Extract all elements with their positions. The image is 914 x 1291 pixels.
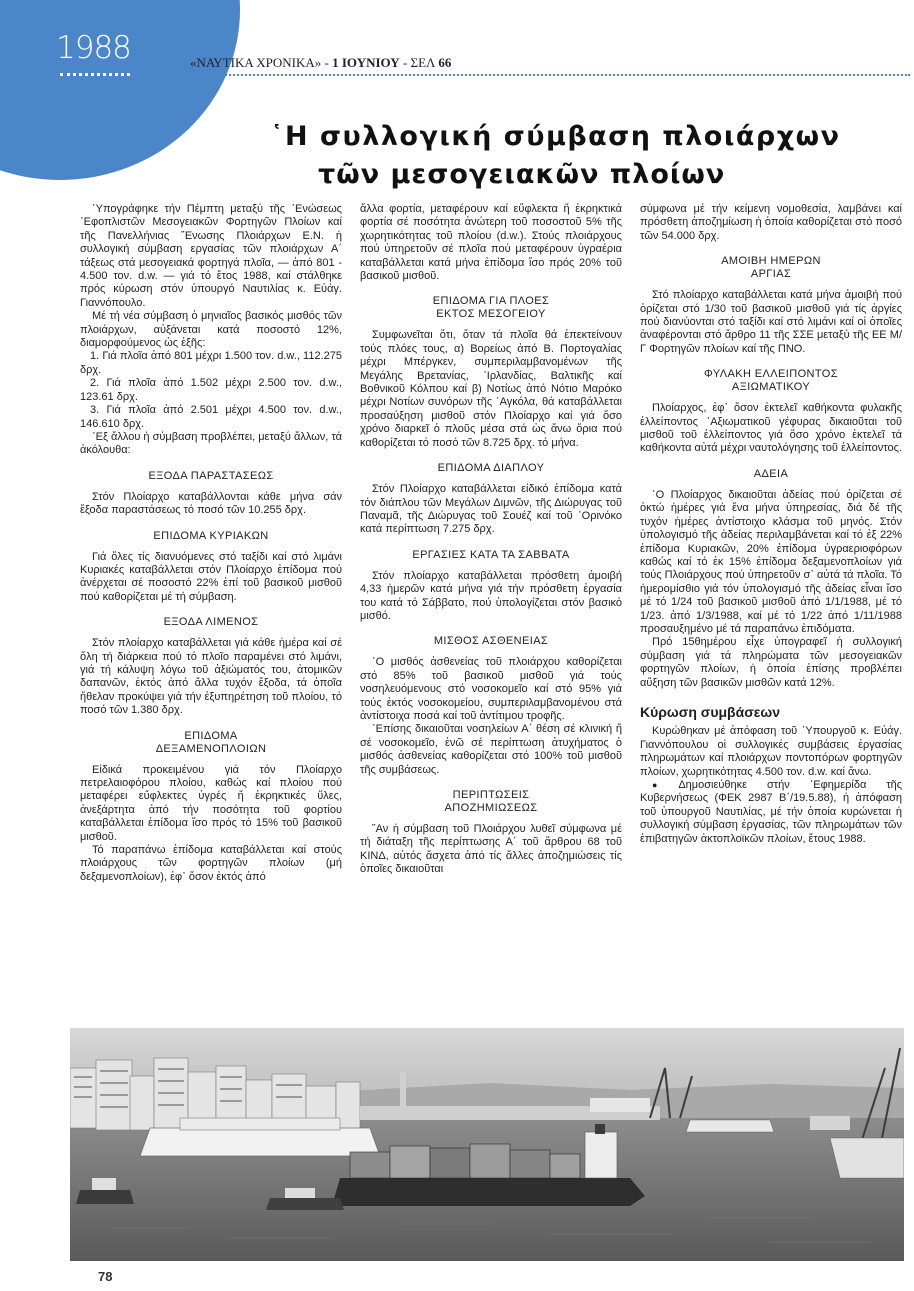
section-heading: ΕΡΓΑΣΙΕΣ ΚΑΤΑ ΤΑ ΣΑΒΒΑΤΑ	[412, 548, 570, 561]
header-dotted-rule	[190, 74, 910, 76]
paragraph: Συμφωνεῖται ὅτι, ὅταν τά πλοῖα θά ἐπεκτείνουν τούς πλόες τους, α) Βορείως ἀπό Β. Πορτογαλίας μέχρι Μπέργκεν, συμπεριλαμβανομένων τῆς Μεγάλης Βρετανίας, ᾿Ιρλανδίας, Βαλτικῆς καί Βοθνικοῦ Κόλπου καί β) Νοτίως ἀπό Νότιο Μαρόκο μέχρι Νοτίων συνόρων τῆς ᾿Αγκόλα, θά καταβάλλεται προσαύξηση μισθοῦ στόν Πλοίαρχο καί γιά ὅσο χρόνο διαρκεῖ ὁ πλοῦς μέσα στά ὡς ἄνω ὅρια πού καθορίζεται τό ποσό τῶν 8.725 δρχ. τό μήνα.	[360, 329, 622, 449]
section-heading: ΜΙΣΘΟΣ ΑΣΘΕΝΕΙΑΣ	[433, 635, 549, 648]
subheading: Κύρωση συμβάσεων	[640, 703, 781, 720]
section-heading: ΕΞΟΔΑ ΠΑΡΑΣΤΑΣΕΩΣ	[148, 469, 274, 482]
heading-line: ΑΡΓΙΑΣ	[750, 268, 792, 281]
harbor-photo	[70, 1028, 904, 1261]
article-column-1	[80, 203, 342, 884]
title-line-1: ῾Η συλλογική σύμβαση πλοιάρχων	[270, 121, 841, 152]
paragraph: Στόν Πλοίαρχο καταβάλλεται εἰδικό ἐπίδομα κατά τόν διάπλου τῶν Μεγάλων Διμνῶν, τῆς Διώρυγας τοῦ Παναμᾶ, τῆς Διώρυγας τοῦ Σουέζ καί τοῦ ᾿Ορινόκο κατά περίπτωση 7.275 δρχ.	[360, 483, 622, 536]
paragraph: ῾Υπογράφηκε τήν Πέμπτη μεταξύ τῆς ᾿Ενώσεως ᾿Εφοπλιστῶν Μεσογειακῶν Φορτηγῶν Πλοίων καί τῆς Πανελλήνιας ῞Ενωσης Πλοιάρχων Ε.Ν. ἡ συλλογική σύμβαση εργασίας τῶν πλοιάρχων Α΄ τάξεως στά μεσογειακά φορτηγά πλοῖα, — ἀπό 801 - 4.500 τον. d.w. — γιά τό ἔτος 1988, καί στάλθηκε πρός κύρωση στόν ὑπουργό Ναυτιλίας κ. Εὐάγ. Γιαννόπουλο.	[80, 203, 342, 309]
paragraph: Πλοίαρχος, ἐφ᾿ ὅσον ἐκτελεῖ καθήκοντα φυλακῆς ἐλλείποντος ᾿Αξιωματικοῦ γέφυρας δικαιοῦται τοῦ μισθοῦ τοῦ ἐλλείποντος γιά ὅσο χρόνο ἐκτελεῖ τά καθήκοντα αὐτά μέχρι ναυτολόγησης τοῦ ἐλλείποντος.	[640, 402, 902, 455]
heading-line: ΑΞΙΩΜΑΤΙΚΟΥ	[731, 381, 811, 394]
paragraph: Τό παραπάνω ἐπίδομα καταβάλλεται καί στούς πλοιάρχους τῶν φορτηγῶν πλοίων (μή δεξαμενοπλοίων), ἐφ᾿ ὅσον ἐκτός ἀπό	[80, 844, 342, 883]
year-badge-shape	[0, 0, 240, 180]
article-column-3	[640, 203, 902, 846]
paragraph: Στόν Πλοίαρχο καταβάλλονται κάθε μήνα σάν ἔξοδα παραστάσεως τό ποσό τῶν 10.255 δρχ.	[80, 490, 342, 517]
section-heading	[360, 295, 622, 321]
page-ref: 66	[438, 55, 452, 70]
paragraph: Στόν πλοίαρχο καταβάλλεται πρόσθετη ἀμοιβή 4,33 ἡμερῶν κατά μήνα γιά τήν πρόσθετη ἐργασία του κατά τό Σάββατο, πού ὑπολογίζεται στόν βασικό μισθό.	[360, 569, 622, 622]
heading-line: ΕΠΙΔΟΜΑ ΓΙΑ ΠΛΟΕΣ	[432, 295, 550, 308]
heading-line: ΕΚΤΟΣ ΜΕΣΟΓΕΙΟΥ	[436, 308, 546, 321]
article-title	[270, 118, 890, 194]
paragraph: Στό πλοίαρχο καταβάλλεται κατά μήνα ἀμοιβή πού ὁρίζεται στό 1/30 τοῦ βασικοῦ μισθοῦ γιά τίς ἀργίες πού διανύονται στό ταξίδι καί στό λιμάνι καί οἱ ὁποῖες ἀναφέρονται στό ἄρθρο 11 τῆς ΣΣΕ μεταξύ τῆς ΕΕ Μ/Γ Φορτηγῶν πλοίων καί τῆς ΠΝΟ.	[640, 289, 902, 355]
publication-header	[190, 55, 451, 71]
page-number: 78	[98, 1269, 113, 1284]
list-item: 2. Γιά πλοῖα ἀπό 1.502 μέχρι 2.500 τον. d.w., 123.61 δρχ.	[80, 377, 342, 403]
issue-date: 1 ΙΟΥΝΙΟΥ	[332, 55, 400, 70]
heading-line: ΔΕΞΑΜΕΝΟΠΛΟΙΩΝ	[155, 742, 267, 755]
paragraph: σύμφωνα μέ τήν κείμενη νομοθεσία, λαμβάνει καί πρόσθετη ἀποζημίωση ἡ ὁποία καθορίζεται στό ποσό τῶν 54.000 δρχ.	[640, 203, 902, 242]
paragraph: Πρό 15θημέρου εἶχε ὑπογραφεῖ ἡ συλλογική σύμβαση γιά τά πληρώματα τῶν μεσογειακῶν φορτηγῶν πλοίων, ἡ ὁποία ἐπίσης προβλέπει αὔξηση τῶν βασικῶν μισθῶν κατά 12%.	[640, 636, 902, 689]
year-dotted-rule	[60, 73, 130, 76]
section-heading	[640, 255, 902, 281]
paragraph: ἄλλα φορτία, μεταφέρουν καί εὔφλεκτα ἤ ἐκρηκτικά φορτία σέ ποσότητα ἀνώτερη τοῦ ποσοστοῦ 5% τῆς χωρητικότητας τοῦ πλοίου (d.w.). Στούς πλοιάρχους πού ὑπηρετοῦν σέ πλοῖα πού μεταφέρουν ὑγραέρια καταβάλλεται κατά μήνα ἐπίδομα ἴσο πρός 20% τοῦ βασικοῦ μισθοῦ.	[360, 203, 622, 283]
section-heading: ΕΠΙΔΟΜΑ ΔΙΑΠΛΟΥ	[437, 462, 545, 475]
publication-name: «ΝΑΥΤΙΚΑ ΧΡΟΝΙΚΑ» -	[190, 55, 333, 70]
heading-line: ΑΜΟΙΒΗ ΗΜΕΡΩΝ	[721, 255, 821, 268]
paragraph: ῾Ο Πλοίαρχος δικαιοῦται ἀδείας πού ὁρίζεται σέ ὀκτώ ἡμέρες γιά ἕνα μήνα ὑπηρεσίας, διά δέ τῆς τυχόν ἡμέρες ἀντίστοιχο κλάσμα τοῦ μηνός. Στόν ὑπολογισμό τῆς ἀδείας περιλαμβάνεται καί τό ἐξ 22% ἐπίδομα Κυριακῶν, 20% ἐπίδομα ὑγραεριοφόρων καθώς καί τό ἐκ 15% ἐπίδομα δεξαμενοπλοίων γιά τούς Πλοιάρχους πού ὑπηρετοῦν σ᾿ αὐτά τά πλοῖα. Τό ἡμερομίσθιο γιά τόν ὑπολογισμό τῆς ἀδείας εἶναι ἴσο μέ τό 1/24 τοῦ βασικοῦ μισθοῦ ἀπό 1/1/1988, μέ τό 1/23. ἀπό 1/3/1988, καί μέ τό 1/22 ἀπό 1/11/1988 προσαυξημένο μέ τά παραπάνω ἐπιδόματα.	[640, 488, 902, 635]
heading-line: ΠΕΡΙΠΤΩΣΕΙΣ	[452, 789, 530, 801]
paragraph: Μέ τή νέα σύμβαση ὁ μηνιαῖος βασικός μισθός τῶν πλοιάρχων, αὐξάνεται κατά ποσοστό 12%, διαμορφούμενος ὡς ἑξῆς:	[80, 310, 342, 350]
list-item: 1. Γιά πλοῖα ἀπό 801 μέχρι 1.500 τον. d.w., 112.275 δρχ.	[80, 350, 342, 376]
paragraph: ῎Αν ἡ σύμβαση τοῦ Πλοιάρχου λυθεῖ σύμφωνα μέ τή διάταξη τῆς περίπτωσης Α΄ τοῦ ἄρθρου 68 τοῦ ΚΙΝΔ, αὐτός ἄσχετα ἀπό τίς ἄλλες ἀποζημιώσεις τίς ὁποῖες δικαιοῦται	[360, 823, 622, 876]
article-column-2	[360, 203, 622, 877]
heading-line: ΑΠΟΖΗΜΙΩΣΕΩΣ	[444, 802, 538, 814]
title-line-2: τῶν μεσογειακῶν πλοίων	[318, 159, 726, 190]
paragraph: ᾿Εξ ἄλλου ἡ σύμβαση προβλέπει, μεταξύ ἄλλων, τά ἀκόλουθα:	[80, 430, 342, 457]
salary-list	[80, 350, 342, 430]
bullet-paragraph: ● Δημοσιεύθηκε στήν ᾿Εφημερίδα τῆς Κυβερνήσεως (ΦΕΚ 2987 Β΄/19.5.88), ἡ ἀπόφαση τοῦ ὑπουργοῦ Ναυτιλίας, μέ τήν ὁποία κυρώνεται ἡ συλλογική σύμβαση ἐργασίας, τῶν πληρωμάτων τῶν ἐπιβατηγῶν ἀκτοπλοϊκῶν πλοίων, ἔτους 1988.	[640, 779, 902, 846]
harbor-photo-icon	[70, 1028, 904, 1261]
paragraph: Κυρώθηκαν μέ ἀπόφαση τοῦ ῾Υπουργοῦ κ. Εὐάγ. Γιαννόπουλου οἱ συλλογικές συμβάσεις ἐργασίας πληρωμάτων καί πλοιάρχων ποντοπόρων φορτηγῶν πλοίων, χωρητικότητας 4.500 τον. d.w. καί ἄνω.	[640, 725, 902, 778]
paragraph: ῾Ο μισθός ἀσθενείας τοῦ πλοιάρχου καθορίζεται στό 85% τοῦ βασικοῦ μισθοῦ γιά τούς νοσηλευόμενους στό νοσοκομεῖο καί στό 95% γιά τούς ἐκτός νοσοκομείου, συμπεριλαμβανομένου στά ἀντίστοιχα ποσά καί τοῦ ἀντίτιμου τροφῆς.	[360, 656, 622, 722]
page-ref-label: - ΣΕΛ	[399, 55, 439, 70]
year-label: 1988	[56, 30, 131, 66]
section-heading	[640, 368, 902, 394]
paragraph: Εἰδικά προκειμένου γιά τόν Πλοίαρχο πετρελαιοφόρου πλοίου, καθώς καί πλοίου πού μεταφέρει εὔφλεκτες ὑγρές ἤ ἐκρηκτικές ὕλες, ἀνεξάρτητα ἀπό τήν ποσότητα τοῦ φορτίου καταβάλλεται ἐπίδομα ἴσο πρός τό 15% τοῦ βασικοῦ μισθοῦ.	[80, 763, 342, 843]
heading-line: ΕΠΙΔΟΜΑ	[184, 729, 238, 742]
paragraph: Στόν πλοίαρχο καταβάλλεται γιά κάθε ἡμέρα καί σέ ὅλη τή διάρκεια πού τό πλοῖο παραμένει στό λιμάνι, γιά τή κάλυψη λόγω τοῦ ἀξιώματός του, ἀτομικῶν δαπανῶν, ἐκτός ἀπό ἄλλα τυχόν ἔξοδα, τά ὁποῖα ἤθελαν προκύψει γιά τήν ἐξυπηρέτηση τοῦ πλοίου, τό ποσό τῶν 1.380 δρχ.	[80, 637, 342, 717]
paragraph: Γιά ὅλες τίς διανυόμενες στό ταξίδι καί στό λιμάνι Κυριακές καταβάλλεται στόν Πλοίαρχο ἐπίδομα πού ἀνέρχεται σέ ποσοστό 22% ἐπί τοῦ βασικοῦ μισθοῦ πού καθορίζεται μέ τή σύμβαση.	[80, 550, 342, 603]
paragraph: ᾿Επίσης δικαιοῦται νοσηλείων Α΄ θέση σέ κλινική ἤ σέ νοσοκομεῖο, ἐνῶ σέ περίπτωση ἀτυχήματος ὁ μισθός ἀσθενείας καθορίζεται στό 100% τοῦ μισθοῦ τῆς συμβάσεως.	[360, 723, 622, 776]
section-heading: ΕΞΟΔΑ ΛΙΜΕΝΟΣ	[163, 616, 259, 629]
section-heading: ΕΠΙΔΟΜΑ ΚΥΡΙΑΚΩΝ	[153, 529, 269, 542]
heading-line: ΦΥΛΑΚΗ ΕΛΛΕΙΠΟΝΤΟΣ	[704, 368, 838, 381]
section-heading	[360, 789, 622, 815]
section-heading: ΑΔΕΙΑ	[753, 467, 789, 480]
list-item: 3. Γιά πλοῖα ἀπό 2.501 μέχρι 4.500 τον. d.w., 146.610 δρχ.	[80, 404, 342, 430]
section-heading	[80, 730, 342, 756]
